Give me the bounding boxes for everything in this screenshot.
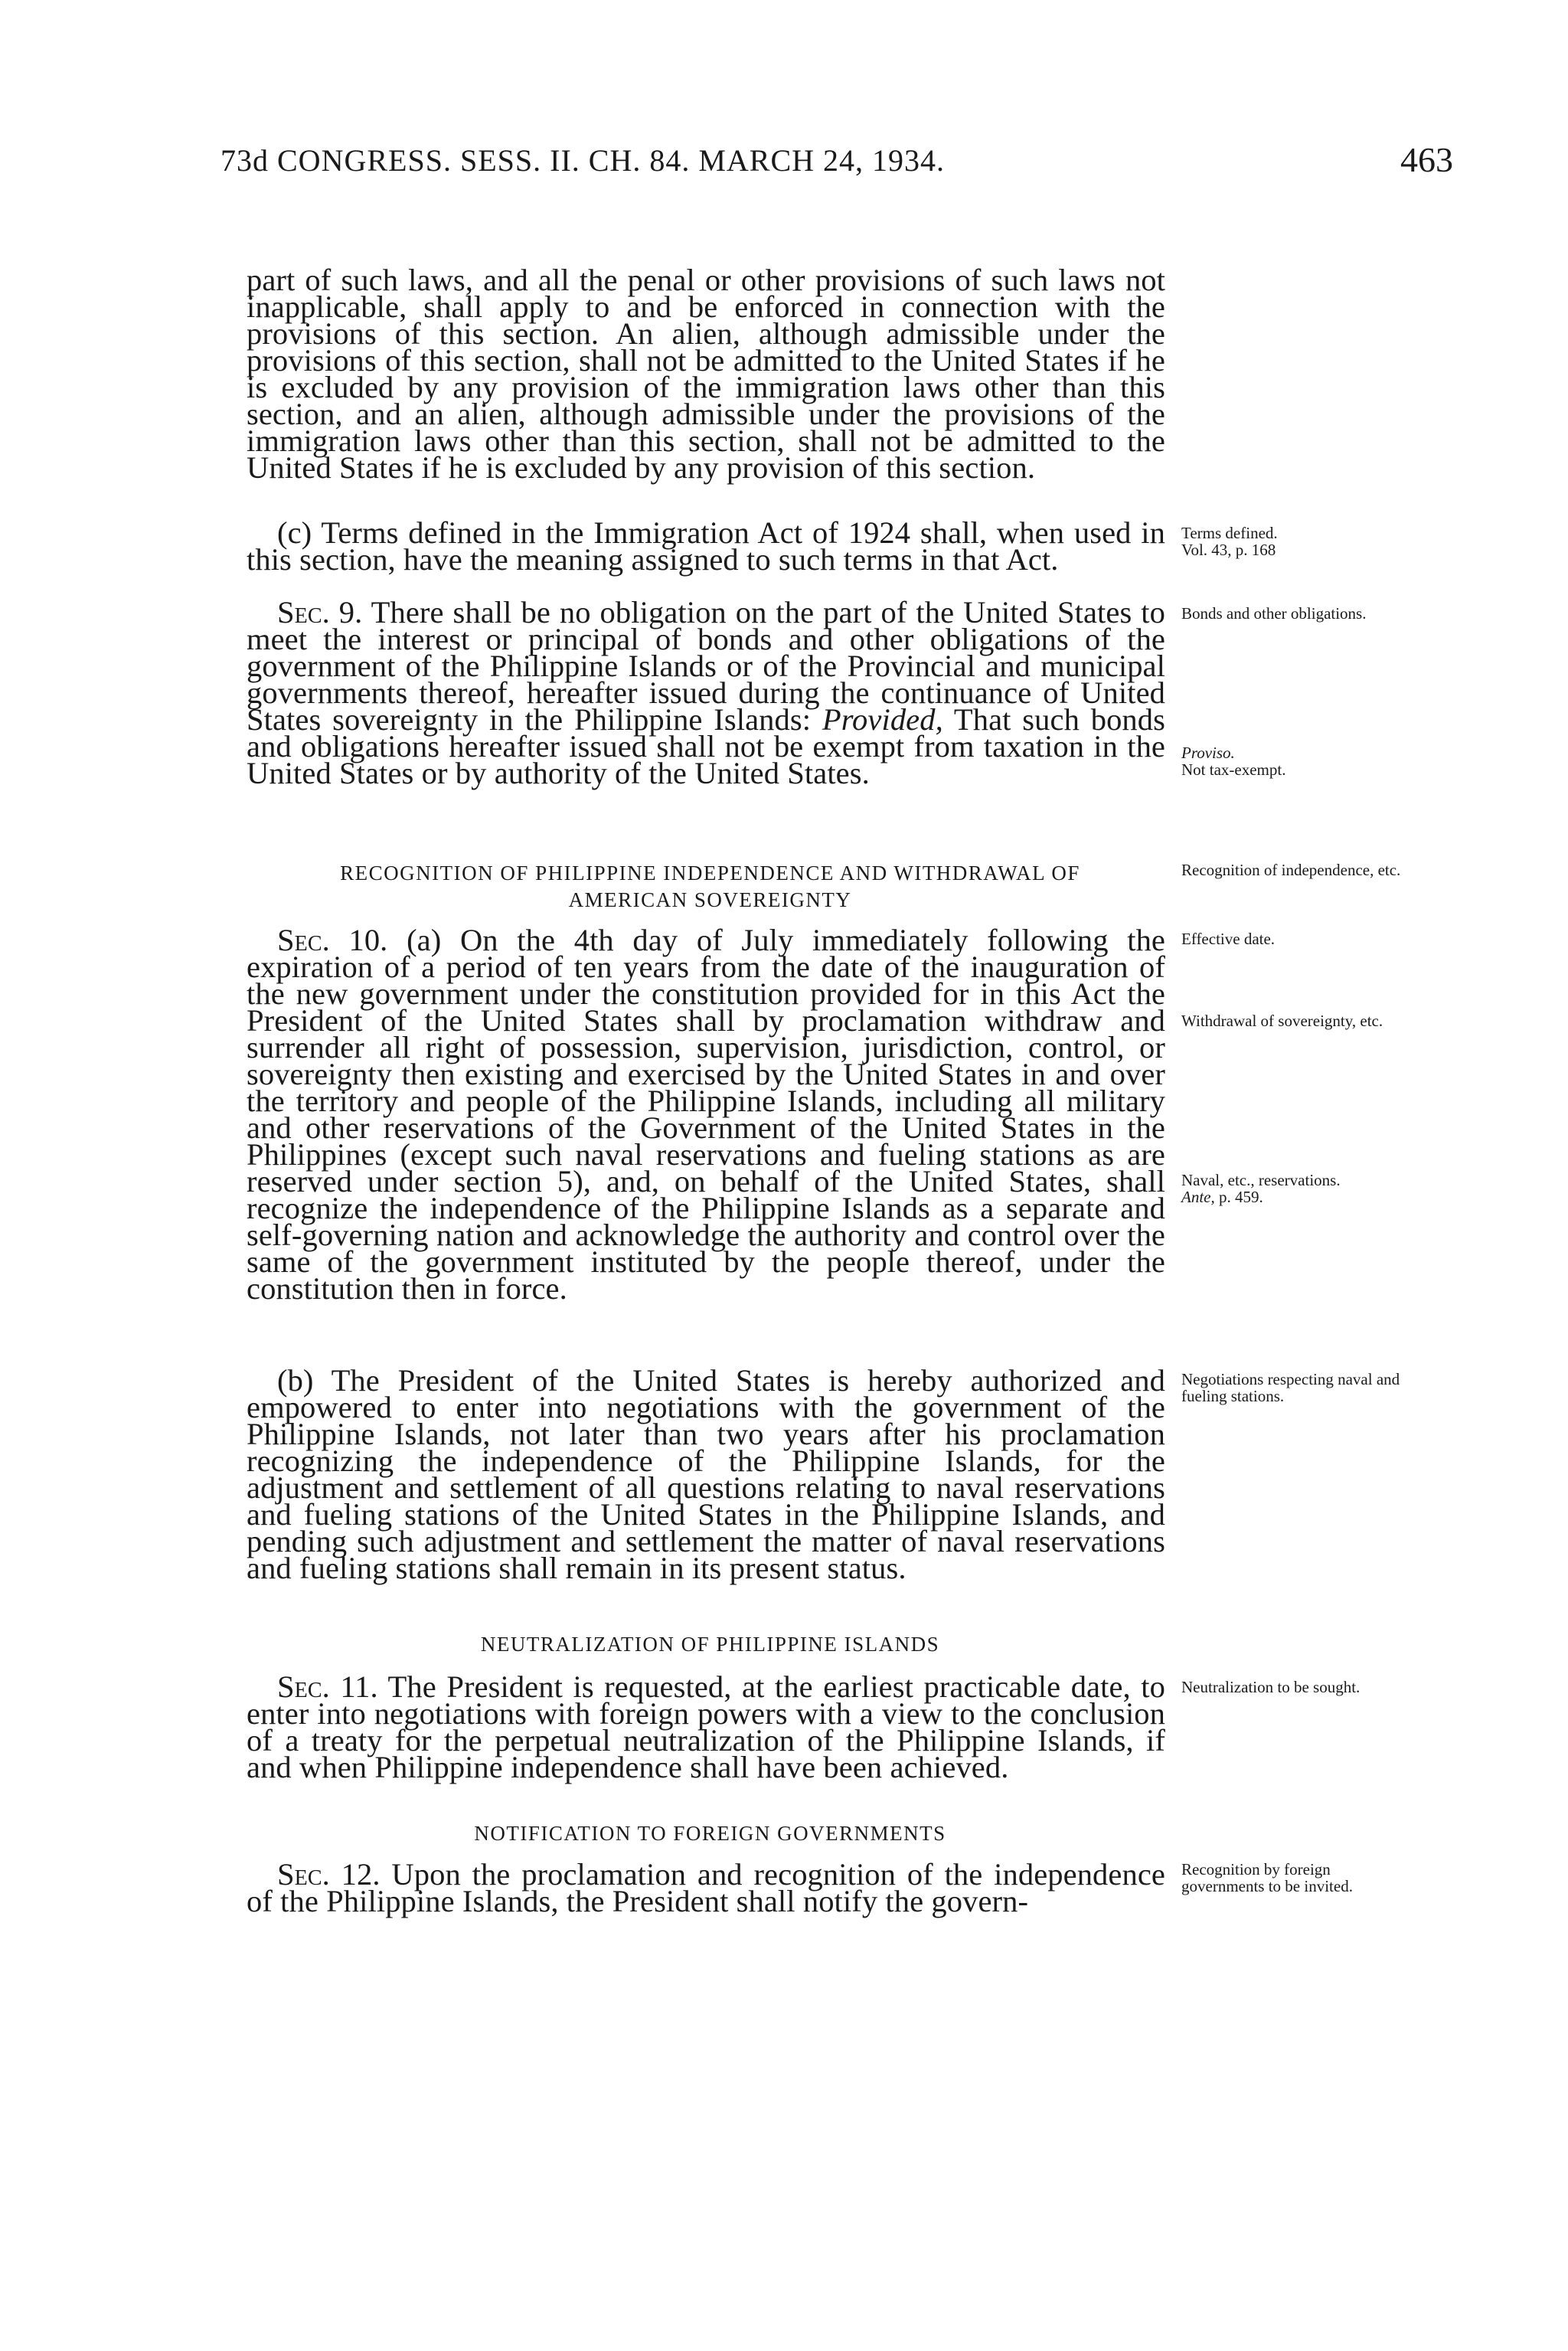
running-head — [220, 142, 1453, 188]
section-11-text — [247, 1669, 1165, 1784]
provided-word: Provided, — [822, 702, 943, 737]
margin-note-text: Not tax-exempt. — [1181, 760, 1286, 779]
section-body-after: That such bonds and obligations hereafter issued shall not be exempt from taxation in the United States or by authority of the United States. — [247, 702, 1165, 790]
section-11 — [247, 1669, 1165, 1784]
margin-note-text: Bonds and other obligations. — [1181, 604, 1367, 623]
margin-note-text: Effective date. — [1181, 930, 1276, 948]
margin-note-reference: Vol. 43, p. 168 — [1181, 541, 1276, 559]
section-9-text — [247, 595, 1165, 790]
margin-note-recognition-foreign — [1181, 1861, 1411, 1895]
heading-line: AMERICAN SOVEREIGNTY — [568, 888, 852, 911]
heading-line: NOTIFICATION TO FOREIGN GOVERNMENTS — [474, 1822, 946, 1845]
margin-note-text: Neutralization to be sought. — [1181, 1678, 1361, 1696]
margin-note-text: Recognition of independence, etc. — [1181, 861, 1401, 879]
heading-line: RECOGNITION OF PHILIPPINE INDEPENDENCE AND WITHDRAWAL OF — [340, 862, 1080, 884]
section-label: Sec. 11. — [277, 1669, 378, 1704]
body-paragraph-c — [247, 515, 1165, 577]
section-body: There shall be no obligation on the part of the United States to meet the interest or principal of bonds and other obligations of the government of the Philippine Islands or of the Provincial and municipal governments thereof, hereafter issued during the continuance of United States sovereignty in the Philippine Islands: — [247, 595, 1165, 737]
margin-note-text: Naval, etc., reservations. — [1181, 1171, 1341, 1189]
margin-note-bonds — [1181, 605, 1411, 622]
section-9 — [247, 595, 1165, 790]
margin-note-ante: Ante, — [1181, 1188, 1215, 1206]
margin-note-naval — [1181, 1172, 1411, 1205]
running-head-title: 73d CONGRESS. SESS. II. CH. 84. MARCH 24, 1934. — [220, 143, 946, 178]
section-10a — [247, 923, 1165, 1306]
section-heading-recognition — [260, 860, 1160, 914]
section-12 — [247, 1857, 1165, 1918]
section-10a-text — [247, 923, 1165, 1306]
margin-note-text: Negotiations respecting naval and fueling stations. — [1181, 1370, 1400, 1405]
section-label: Sec. 10. — [277, 923, 388, 957]
section-body: (a) On the 4th day of July immediately following the expiration of a period of ten years from the date of the inauguration of the new government under the constitution provided for in this Act the President of the United States shall by proclamation withdraw and surrender all right of possession, supervision, jurisdiction, control, or sovereignty then existing and exercised by the United States in and over the territory and people of the Philippine Islands, including all military and other reservations of the Government of the United States in the Philippines (except such naval reservations and fueling stations as are reserved under section 5), and, on behalf of the United States, shall recognize the independence of the Philippine Islands as a separate and self-governing nation and acknowledge the authority and control over the same of the government instituted by the people thereof, under the constitution then in force. — [247, 923, 1165, 1306]
margin-note-effective-date — [1181, 930, 1411, 947]
margin-note-negotiations — [1181, 1371, 1411, 1404]
margin-note-ante-page: p. 459. — [1218, 1188, 1263, 1206]
section-10b — [247, 1363, 1165, 1585]
section-heading-notification — [260, 1820, 1160, 1847]
section-label: Sec. 12. — [277, 1857, 381, 1892]
margin-note-proviso — [1181, 744, 1411, 778]
margin-note-proviso-label: Proviso. — [1181, 744, 1235, 762]
paragraph-text: part of such laws, and all the penal or other provisions of such laws not inapplicable, shall apply to and be enforced in connection with the provisions of this section. An alien, although admissible under the provisions of this section, shall not be admitted to the United States if he is excluded by any provision of the immigration laws other than this section, and an alien, although admissible under the provisions of the immigration laws other than this section, shall not be admitted to the United States if he is excluded by any provision of this section. — [247, 263, 1165, 485]
page-number: 463 — [1400, 140, 1453, 179]
paragraph-text: (c) Terms defined in the Immigration Act of 1924 shall, when used in this section, have the meaning assigned to such terms in that Act. — [247, 515, 1165, 577]
heading-line: NEUTRALIZATION OF PHILIPPINE ISLANDS — [480, 1633, 940, 1656]
margin-note-terms-defined — [1181, 525, 1411, 558]
margin-note-text: Terms defined. — [1181, 524, 1278, 542]
section-10b-text: (b) The President of the United States is hereby authorized and empowered to enter into negotiations with the government of the Philippine Islands, not later than two years after his proclamation recognizing the independence of the Philippine Islands, for the adjustment and settlement of all questions relating to naval reservations and fueling stations of the United States in the Philippine Islands, and pending such adjustment and settlement the matter of naval reservations and fueling stations shall remain in its present status. — [247, 1363, 1165, 1585]
section-heading-neutralization — [260, 1631, 1160, 1658]
section-12-text — [247, 1857, 1165, 1918]
margin-note-recognition — [1181, 862, 1411, 878]
margin-note-text: Recognition by foreign governments to be invited. — [1181, 1860, 1353, 1895]
margin-note-neutralization — [1181, 1679, 1411, 1695]
section-body: Upon the proclamation and recognition of the independence of the Philippine Islands, the President shall notify the govern- — [247, 1857, 1165, 1918]
section-body: The President is requested, at the earliest practicable date, to enter into negotiations with foreign powers with a view to the conclusion of a treaty for the perpetual neutralization of the Philippine Islands, if and when Philippine independence shall have been achieved. — [247, 1669, 1165, 1784]
section-label: Sec. 9. — [277, 595, 363, 629]
margin-note-withdrawal — [1181, 1012, 1411, 1029]
body-paragraph-continuation — [247, 263, 1165, 485]
margin-note-text: Withdrawal of sovereignty, etc. — [1181, 1012, 1383, 1030]
